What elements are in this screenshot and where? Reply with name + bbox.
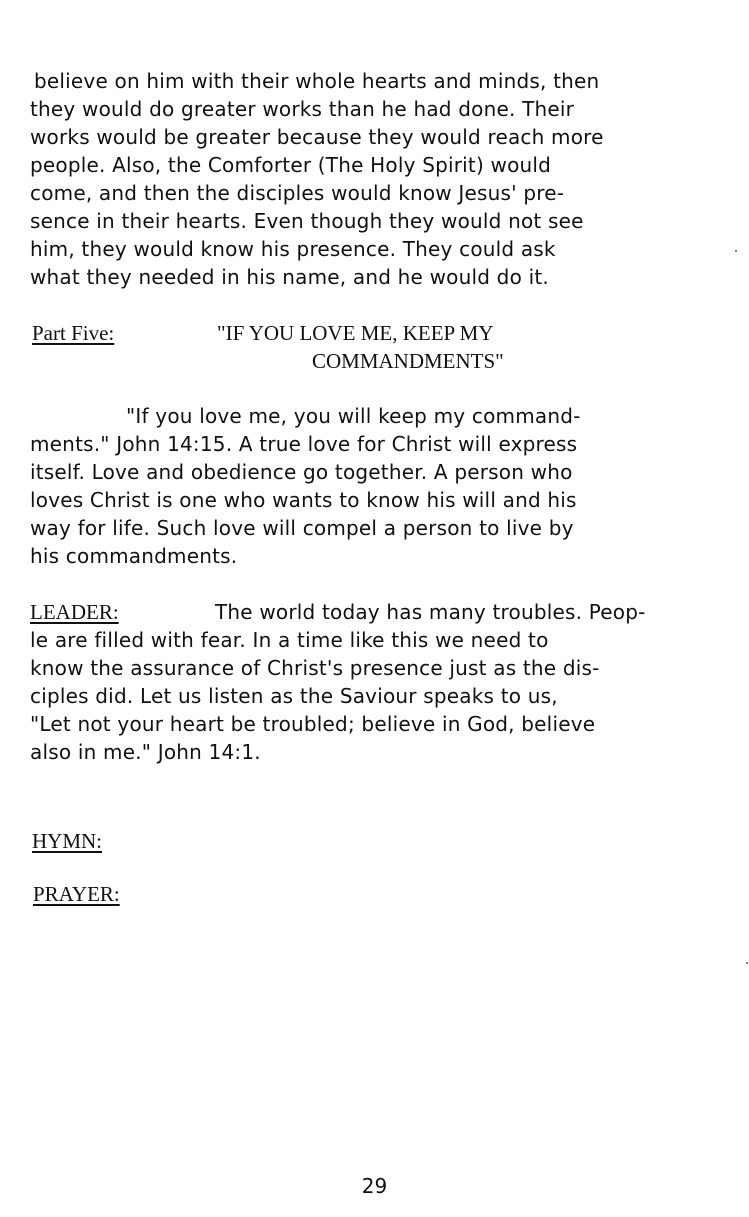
body-text-line: loves Christ is one who wants to know his will and his (30, 488, 577, 512)
part-five-label: Part Five: (32, 321, 115, 345)
leader-text-line: know the assurance of Christ's presence just as the dis- (30, 656, 600, 680)
scan-speck (746, 962, 748, 964)
prayer-label: PRAYER: (33, 882, 120, 906)
leader-text-line: The world today has many troubles. Peop- (215, 600, 646, 624)
hymn-label: HYMN: (32, 829, 103, 853)
body-text-line: "If you love me, you will keep my command- (126, 404, 581, 428)
body-text-line: they would do greater works than he had done. Their (30, 97, 575, 121)
scan-speck (735, 250, 737, 252)
body-text-line: come, and then the disciples would know Jesus' pre- (30, 181, 565, 205)
part-five-title: "IF YOU LOVE ME, KEEP MY (217, 321, 494, 345)
leader-text-line: "Let not your heart be troubled; believe in God, believe (30, 712, 596, 736)
body-text-line: people. Also, the Comforter (The Holy Spirit) would (30, 153, 552, 177)
page-number: 29 (361, 1174, 388, 1198)
body-text-line: him, they would know his presence. They could ask (30, 237, 556, 261)
body-text-line: his commandments. (30, 544, 238, 568)
body-text-line: works would be greater because they would reach more (30, 125, 604, 149)
body-text-line: itself. Love and obedience go together. A person who (30, 460, 573, 484)
leader-text-line: ciples did. Let us listen as the Saviour speaks to us, (30, 684, 558, 708)
body-text-line: ments." John 14:15. A true love for Christ will express (30, 432, 578, 456)
leader-text-line: le are filled with fear. In a time like this we need to (30, 628, 549, 652)
leader-text-line: also in me." John 14:1. (30, 740, 261, 764)
leader-label: LEADER: (30, 600, 119, 624)
part-five-title-continued: COMMANDMENTS" (312, 349, 504, 373)
body-text-line: believe on him with their whole hearts and minds, then (34, 69, 600, 93)
body-text-line: way for life. Such love will compel a person to live by (30, 516, 574, 540)
body-text-line: sence in their hearts. Even though they would not see (30, 209, 584, 233)
body-text-line: what they needed in his name, and he would do it. (30, 265, 549, 289)
